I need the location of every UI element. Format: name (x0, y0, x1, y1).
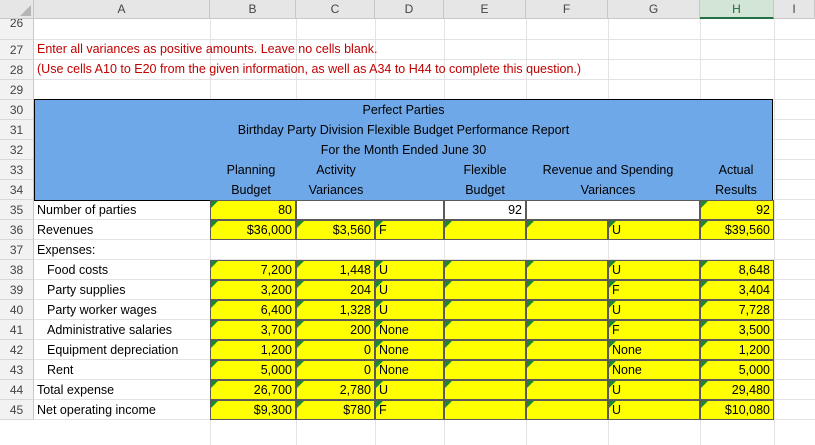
row-header-45[interactable]: 45 (0, 400, 34, 420)
column-header-a[interactable]: A (34, 0, 210, 19)
select-all-triangle-icon (20, 5, 31, 16)
activity-type-cell[interactable]: None (375, 360, 444, 380)
instruction-line-2: (Use cells A10 to E20 from the given information, as well as A34 to H44 to complete this question.) (37, 62, 582, 76)
row-header-39[interactable]: 39 (0, 280, 34, 300)
rs-type-cell[interactable]: U (608, 220, 700, 240)
activity-cell[interactable]: $780 (296, 400, 375, 420)
column-header-b[interactable]: B (210, 0, 296, 19)
row-header-29[interactable]: 29 (0, 80, 34, 100)
rs-variance-cell[interactable] (526, 320, 608, 340)
rs-variance-cell[interactable] (526, 380, 608, 400)
row-header-27[interactable]: 27 (0, 40, 34, 60)
column-header-i[interactable]: I (774, 0, 815, 19)
activity-type-cell[interactable]: F (375, 220, 444, 240)
row-header-35[interactable]: 35 (0, 200, 34, 220)
select-all-corner[interactable] (0, 0, 34, 19)
flexible-cell[interactable] (444, 360, 526, 380)
row-header-37[interactable]: 37 (0, 240, 34, 260)
row-header-42[interactable]: 42 (0, 340, 34, 360)
planning-cell[interactable]: 7,200 (210, 260, 296, 280)
row-label: Party worker wages (47, 303, 157, 317)
row-header-44[interactable]: 44 (0, 380, 34, 400)
rs-variance-cell[interactable] (526, 360, 608, 380)
flexible-cell[interactable] (444, 400, 526, 420)
row-label: Food costs (47, 263, 109, 277)
planning-cell[interactable]: 6,400 (210, 300, 296, 320)
actual-cell[interactable]: 7,728 (700, 300, 774, 320)
header-flexible-2: Budget (465, 183, 505, 197)
activity-type-cell[interactable]: None (375, 340, 444, 360)
actual-cell[interactable]: 3,404 (700, 280, 774, 300)
header-planning-1: Planning (226, 163, 276, 177)
row-header-34[interactable]: 34 (0, 180, 34, 200)
planning-cell[interactable]: 5,000 (210, 360, 296, 380)
column-header-f[interactable]: F (526, 0, 608, 19)
row-header-40[interactable]: 40 (0, 300, 34, 320)
row-header-38[interactable]: 38 (0, 260, 34, 280)
rs-variance-cell[interactable] (526, 340, 608, 360)
activity-type-cell[interactable]: U (375, 380, 444, 400)
row-header-41[interactable]: 41 (0, 320, 34, 340)
rs-variance-cell[interactable] (526, 280, 608, 300)
row-header-36[interactable]: 36 (0, 220, 34, 240)
header-planning-2: Budget (231, 183, 271, 197)
activity-type-cell[interactable]: U (375, 260, 444, 280)
row-header-28[interactable]: 28 (0, 60, 34, 80)
header-activity-2: Variances (308, 183, 364, 197)
planning-cell[interactable]: 1,200 (210, 340, 296, 360)
rs-variance-cell[interactable] (526, 220, 608, 240)
actual-cell[interactable]: 29,480 (700, 380, 774, 400)
planning-cell[interactable]: $36,000 (210, 220, 296, 240)
row-label: Revenues (37, 223, 94, 237)
activity-type-cell[interactable]: F (375, 400, 444, 420)
row-header-26[interactable]: 26 (0, 19, 34, 40)
header-actual-1: Actual (718, 163, 754, 177)
activity-cell[interactable]: $3,560 (296, 220, 375, 240)
activity-cell[interactable]: 1,448 (296, 260, 375, 280)
header-activity-1: Activity (316, 163, 356, 177)
row-gridline (34, 59, 815, 60)
rs-type-cell[interactable]: F (608, 320, 700, 340)
rs-type-cell[interactable]: None (608, 360, 700, 380)
actual-cell[interactable]: $10,080 (700, 400, 774, 420)
row-header-31[interactable]: 31 (0, 120, 34, 140)
activity-cell[interactable]: 1,328 (296, 300, 375, 320)
row-label: Party supplies (47, 283, 126, 297)
flexible-cell[interactable] (444, 320, 526, 340)
actual-cell[interactable]: 5,000 (700, 360, 774, 380)
row-label: Total expense (37, 383, 115, 397)
activity-cell[interactable]: 2,780 (296, 380, 375, 400)
report-title: Birthday Party Division Flexible Budget Performance Report (237, 123, 570, 137)
rs-variance-cell[interactable] (526, 260, 608, 280)
rs-type-cell[interactable]: F (608, 280, 700, 300)
planning-cell[interactable]: 80 (210, 200, 296, 220)
row-header-43[interactable]: 43 (0, 360, 34, 380)
activity-cell[interactable]: 0 (296, 340, 375, 360)
flexible-cell[interactable] (444, 380, 526, 400)
flexible-cell[interactable] (444, 220, 526, 240)
column-header-g[interactable]: G (608, 0, 700, 19)
rs-type-cell[interactable]: None (608, 340, 700, 360)
header-revspend-2: Variances (580, 183, 636, 197)
row-gridline (34, 79, 815, 80)
actual-cell[interactable]: $39,560 (700, 220, 774, 240)
activity-cell[interactable]: 0 (296, 360, 375, 380)
row-gridline (34, 39, 815, 40)
activity-cell[interactable]: 204 (296, 280, 375, 300)
rs-variance-cell[interactable] (526, 400, 608, 420)
rs-variance-cell[interactable] (526, 200, 700, 220)
activity-cell[interactable] (296, 200, 444, 220)
header-flexible-1: Flexible (463, 163, 507, 177)
column-header-e[interactable]: E (444, 0, 526, 19)
column-gridline (774, 19, 775, 445)
header-actual-2: Results (715, 183, 757, 197)
report-company: Perfect Parties (362, 103, 445, 117)
actual-cell[interactable]: 92 (700, 200, 774, 220)
rs-type-cell[interactable]: U (608, 380, 700, 400)
flexible-cell[interactable] (444, 340, 526, 360)
instruction-line-1: Enter all variances as positive amounts. Leave no cells blank. (37, 42, 378, 56)
activity-type-cell[interactable]: U (375, 280, 444, 300)
row-label: Expenses: (37, 243, 96, 257)
row-header-30[interactable]: 30 (0, 100, 34, 120)
actual-cell[interactable]: 8,648 (700, 260, 774, 280)
row-label: Rent (47, 363, 74, 377)
rs-variance-cell[interactable] (526, 300, 608, 320)
column-header-c[interactable]: C (296, 0, 375, 19)
flexible-cell[interactable] (444, 280, 526, 300)
planning-cell[interactable]: 26,700 (210, 380, 296, 400)
row-label: Net operating income (37, 403, 156, 417)
actual-cell[interactable]: 1,200 (700, 340, 774, 360)
flexible-cell[interactable]: 92 (444, 200, 526, 220)
actual-cell[interactable]: 3,500 (700, 320, 774, 340)
activity-type-cell[interactable]: U (375, 300, 444, 320)
report-period: For the Month Ended June 30 (320, 143, 487, 157)
planning-cell[interactable]: $9,300 (210, 400, 296, 420)
row-header-33[interactable]: 33 (0, 160, 34, 180)
planning-cell[interactable]: 3,200 (210, 280, 296, 300)
row-label: Equipment depreciation (47, 343, 179, 357)
row-label: Number of parties (37, 203, 137, 217)
planning-cell[interactable]: 3,700 (210, 320, 296, 340)
row-label: Administrative salaries (47, 323, 173, 337)
activity-type-cell[interactable]: None (375, 320, 444, 340)
rs-type-cell[interactable]: U (608, 260, 700, 280)
flexible-cell[interactable] (444, 300, 526, 320)
row-header-32[interactable]: 32 (0, 140, 34, 160)
column-header-d[interactable]: D (375, 0, 444, 19)
flexible-cell[interactable] (444, 260, 526, 280)
column-header-h[interactable]: H (700, 0, 774, 19)
activity-cell[interactable]: 200 (296, 320, 375, 340)
header-revspend-1: Revenue and Spending (542, 163, 674, 177)
rs-type-cell[interactable]: U (608, 300, 700, 320)
rs-type-cell[interactable]: U (608, 400, 700, 420)
